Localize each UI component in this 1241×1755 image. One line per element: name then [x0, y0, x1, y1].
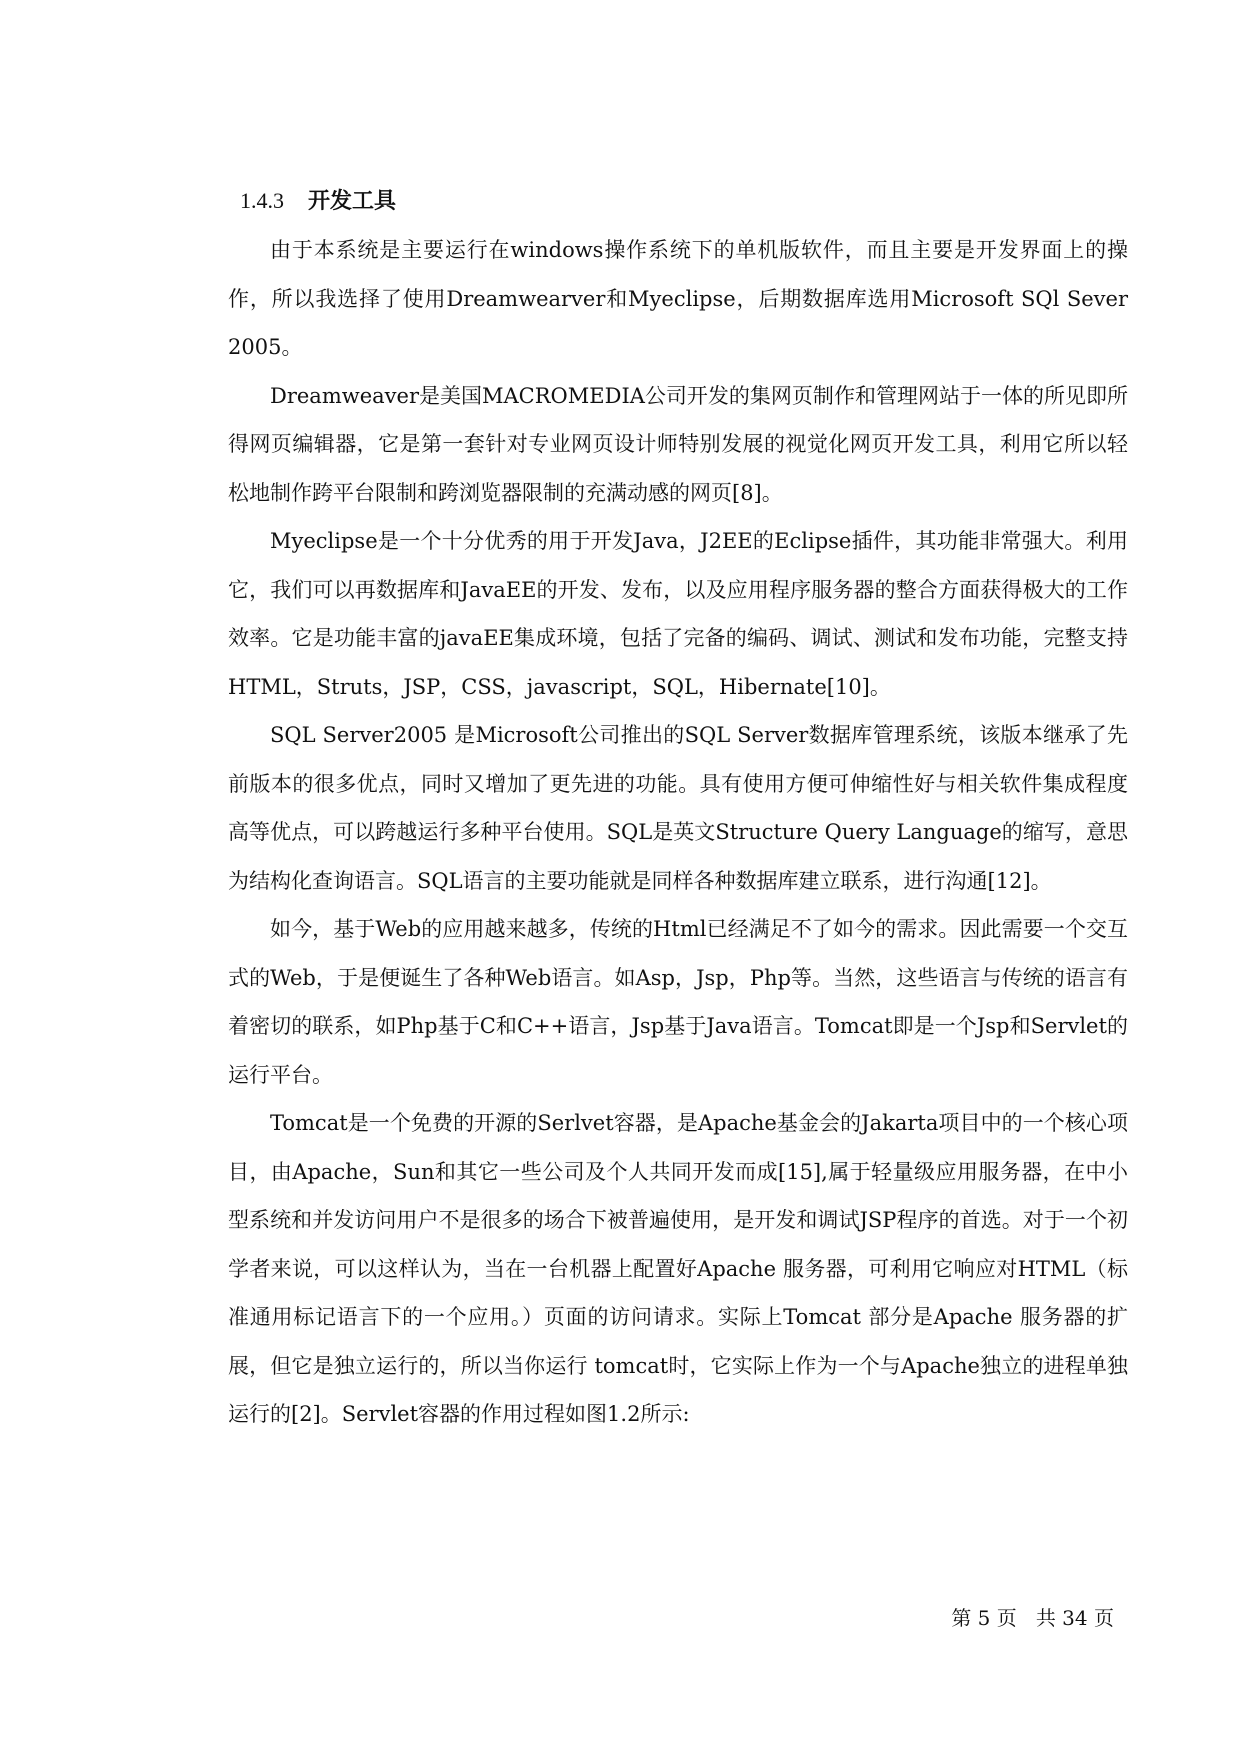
- paragraph-sql-server: SQL Server2005 是Microsoft公司推出的SQL Server数据库管理系统，该版本继承了先前版本的很多优点，同时又增加了更先进的功能。具有使用方便可伸缩性好与相关软件集成程度高等优点，可以跨越运行多种平台使用。SQL是英文Structure Query Language的缩写，意思为结构化查询语言。SQL语言的主要功能就是同样各种数据库建立联系，进行沟通[12]。: [228, 723, 1128, 893]
- body-text: [228, 226, 1128, 1439]
- section-title: 开发工具: [308, 189, 397, 214]
- paragraph-web-languages: 如今，基于Web的应用越来越多，传统的Html已经满足不了如今的需求。因此需要一个交互式的Web，于是便诞生了各种Web语言。如Asp，Jsp，Php等。当然，这些语言与传统的语言有着密切的联系，如Php基于C和C++语言，Jsp基于Java语言。Tomcat即是一个Jsp和Servlet的运行平台。: [228, 917, 1128, 1087]
- section-heading: [240, 186, 396, 217]
- paragraph-dreamweaver: Dreamweaver是美国MACROMEDIA公司开发的集网页制作和管理网站于一体的所见即所得网页编辑器，它是第一套针对专业网页设计师特别发展的视觉化网页开发工具，利用它所以轻松地制作跨平台限制和跨浏览器限制的充满动感的网页[8]。: [228, 383, 1128, 505]
- paragraph-myeclipse: Myeclipse是一个十分优秀的用于开发Java，J2EE的Eclipse插件，其功能非常强大。利用它，我们可以再数据库和JavaEE的开发、发布，以及应用程序服务器的整合方面获得极大的工作效率。它是功能丰富的javaEE集成环境，包括了完备的编码、调试、测试和发布功能，完整支持HTML，Struts，JSP，CSS，javascript，SQL，Hibernate[10]。: [228, 529, 1128, 699]
- page-footer: 第 5 页 共 34 页: [951, 1606, 1114, 1630]
- paragraph-tomcat: Tomcat是一个免费的开源的Serlvet容器，是Apache基金会的Jakarta项目中的一个核心项目，由Apache，Sun和其它一些公司及个人共同开发而成[15],属于轻量级应用服务器，在中小型系统和并发访问用户不是很多的场合下被普遍使用，是开发和调试JSP程序的首选。对于一个初学者来说，可以这样认为，当在一台机器上配置好Apache 服务器，可利用它响应对HTML（标准通用标记语言下的一个应用。）页面的访问请求。实际上Tomcat 部分是Apache 服务器的扩展，但它是独立运行的，所以当你运行 tomcat时，它实际上作为一个与Apache独立的进程单独运行的[2]。Servlet容器的作用过程如图1.2所示:: [228, 1111, 1128, 1426]
- section-number: 1.4.3: [240, 188, 284, 213]
- paragraph-dev-environment: 由于本系统是主要运行在windows操作系统下的单机版软件，而且主要是开发界面上的操作，所以我选择了使用Dreamwearver和Myeclipse，后期数据库选用Microsoft SQl Sever 2005。: [228, 238, 1128, 359]
